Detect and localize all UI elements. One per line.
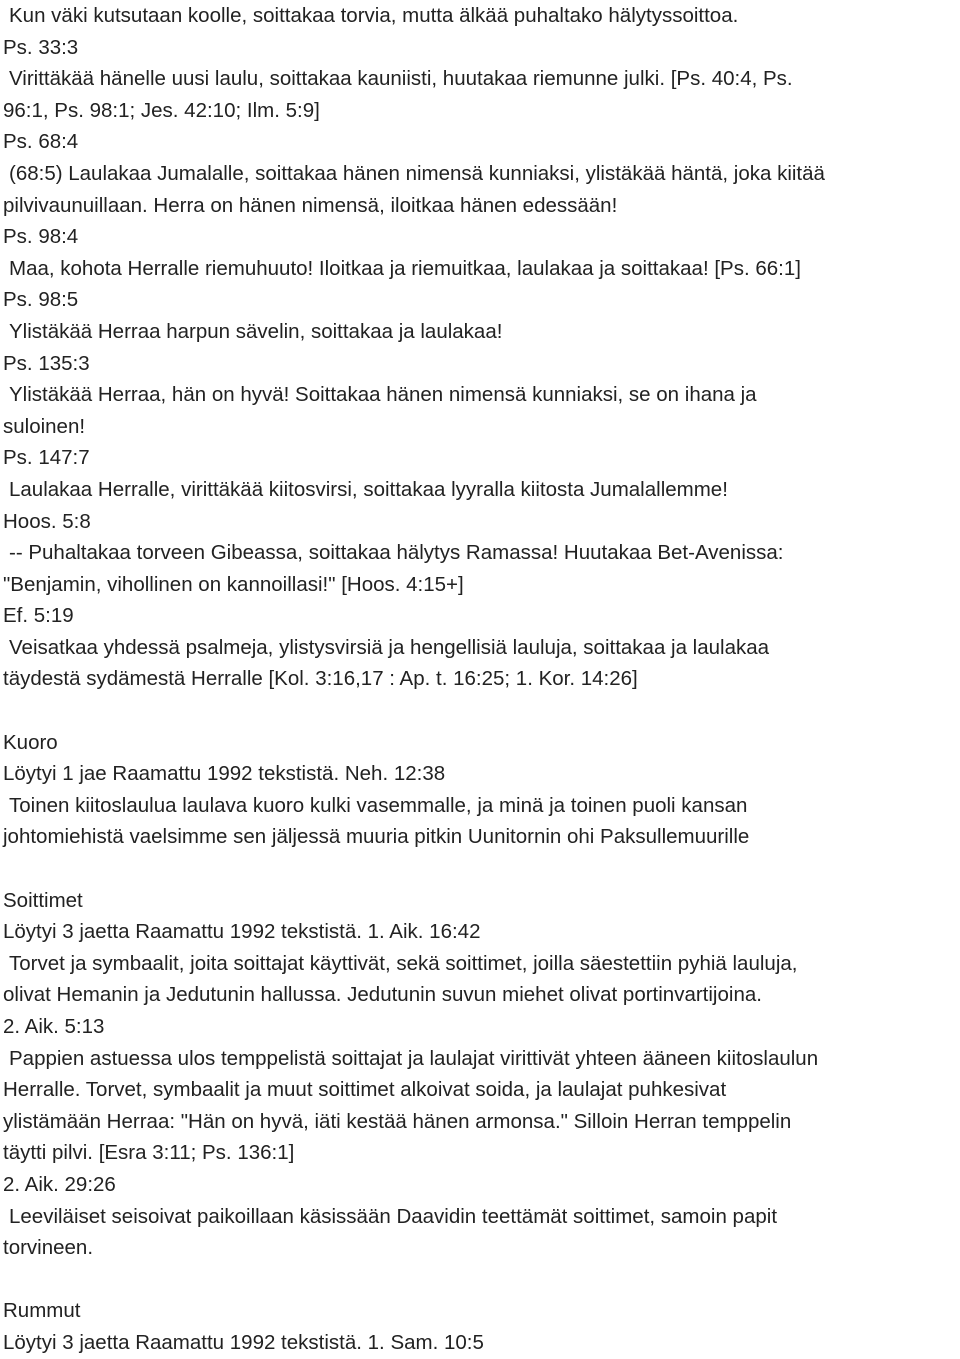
- section-heading: Rummut: [3, 1299, 81, 1323]
- verse-text-continued: suloinen!: [3, 414, 86, 438]
- verse-text-continued: torvineen.: [3, 1236, 94, 1260]
- verse-text: Leeviläiset seisoivat paikoillaan käsissään Daavidin teettämät soittimet, samoin papit: [9, 1204, 778, 1228]
- verse-text-continued: Herralle. Torvet, symbaalit ja muut soittimet alkoivat soida, ja laulajat puhkesivat: [3, 1078, 727, 1102]
- verse-text-continued: 96:1, Ps. 98:1; Jes. 42:10; Ilm. 5:9]: [3, 98, 320, 122]
- section-spacer: [3, 695, 958, 727]
- verse-text: Ylistäkää Herraa harpun sävelin, soittakaa ja laulakaa!: [9, 319, 503, 343]
- verse-reference: Ef. 5:19: [3, 604, 74, 628]
- verse-reference: Ps. 68:4: [3, 130, 79, 154]
- verse-text: Torvet ja symbaalit, joita soittajat käyttivät, sekä soittimet, joilla säestettiin pyhiä lauluja,: [9, 951, 798, 975]
- verse-reference: 2. Aik. 5:13: [3, 1015, 105, 1038]
- verse-text: Laulakaa Herralle, virittäkää kiitosvirsi, soittakaa lyyralla kiitosta Jumalallemme!: [9, 477, 728, 501]
- verse-reference: Ps. 147:7: [3, 446, 90, 470]
- verse-text: Virittäkää hänelle uusi laulu, soittakaa kauniisti, huutakaa riemunne julki. [Ps. 40:4, Ps.: [9, 67, 793, 91]
- verse-reference: Ps. 33:3: [3, 35, 79, 59]
- verse-text: Kun väki kutsutaan koolle, soittakaa torvia, mutta älkää puhaltako hälytyssoittoa.: [9, 4, 739, 27]
- verse-text: Ylistäkää Herraa, hän on hyvä! Soittakaa hänen nimensä kunniaksi, se on ihana ja: [9, 383, 757, 407]
- verse-text-continued: täydestä sydämestä Herralle [Kol. 3:16,17 : Ap. t. 16:25; 1. Kor. 14:26]: [3, 667, 638, 691]
- search-result-count: Löytyi 1 jae Raamattu 1992 tekstistä. Neh. 12:38: [3, 762, 446, 786]
- search-result-count: Löytyi 3 jaetta Raamattu 1992 tekstistä. 1. Aik. 16:42: [3, 920, 481, 944]
- verse-text-continued: olivat Hemanin ja Jedutunin hallussa. Jedutunin suvun miehet olivat portinvartijoina.: [3, 983, 762, 1007]
- bible-search-results: [3, 0, 958, 1359]
- verse-text-continued: täytti pilvi. [Esra 3:11; Ps. 136:1]: [3, 1141, 295, 1165]
- verse-text: Veisatkaa yhdessä psalmeja, ylistysvirsiä ja hengellisiä lauluja, soittakaa ja laulakaa: [9, 635, 770, 659]
- section-spacer: [3, 853, 958, 885]
- verse-reference: Ps. 98:4: [3, 225, 79, 249]
- verse-reference: Hoos. 5:8: [3, 509, 91, 533]
- verse-text: Maa, kohota Herralle riemuhuuto! Iloitkaa ja riemuitkaa, laulakaa ja soittakaa! [Ps. 66:1]: [9, 256, 801, 280]
- verse-reference: Ps. 135:3: [3, 351, 90, 375]
- search-result-count: Löytyi 3 jaetta Raamattu 1992 tekstistä. 1. Sam. 10:5: [3, 1330, 484, 1354]
- verse-reference: 2. Aik. 29:26: [3, 1172, 116, 1196]
- section-spacer: [3, 1264, 958, 1296]
- verse-text: Pappien astuessa ulos temppelistä soittajat ja laulajat virittivät yhteen ääneen kiitoslaulun: [9, 1046, 819, 1070]
- verse-text-continued: "Benjamin, vihollinen on kannoillasi!" [Hoos. 4:15+]: [3, 572, 464, 596]
- verse-text-continued: ylistämään Herraa: "Hän on hyvä, iäti kestää hänen armonsa." Silloin Herran temppelin: [3, 1109, 792, 1133]
- verse-text: -- Puhaltakaa torveen Gibeassa, soittakaa hälytys Ramassa! Huutakaa Bet-Avenissa:: [9, 541, 784, 565]
- verse-text: (68:5) Laulakaa Jumalalle, soittakaa hänen nimensä kunniaksi, ylistäkää häntä, joka kiitää: [9, 161, 825, 185]
- section-heading: Kuoro: [3, 730, 58, 754]
- section-heading: Soittimet: [3, 888, 83, 912]
- verse-text-continued: johtomiehistä vaelsimme sen jäljessä muuria pitkin Uunitornin ohi Paksullemuurille: [3, 825, 750, 849]
- verse-reference: Ps. 98:5: [3, 288, 79, 312]
- verse-text: Toinen kiitoslaulua laulava kuoro kulki vasemmalle, ja minä ja toinen puoli kansan: [9, 793, 748, 817]
- verse-text-continued: pilvivaunuillaan. Herra on hänen nimensä, iloitkaa hänen edessään!: [3, 193, 618, 217]
